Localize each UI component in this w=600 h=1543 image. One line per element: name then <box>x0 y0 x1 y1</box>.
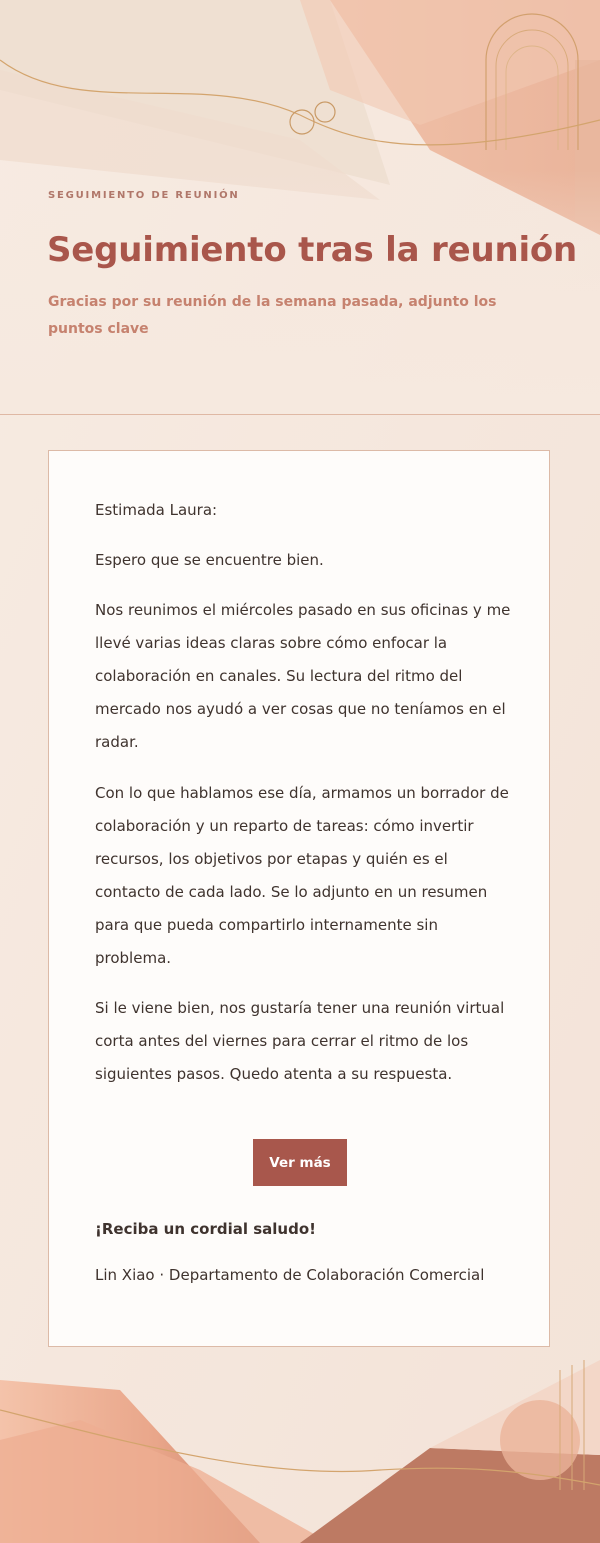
closing-text: ¡Reciba un cordial saludo! <box>95 1220 316 1238</box>
eyebrow-label: SEGUIMIENTO DE REUNIÓN <box>48 190 240 201</box>
email-card <box>48 450 550 1347</box>
header-divider <box>0 414 600 415</box>
header <box>0 0 600 415</box>
signature: Lin Xiao · Departamento de Colaboración Comercial <box>95 1266 485 1284</box>
paragraph-3: Con lo que hablamos ese día, armamos un borrador de colaboración y un reparto de tareas: cómo invertir recursos, los objetivos por etapas y quién es el contacto de cada lado. Se lo adjunto en un resumen para que pueda compartirlo internamente sin problema. <box>95 784 509 967</box>
subtitle: Gracias por su reunión de la semana pasada, adjunto los puntos clave <box>48 294 497 337</box>
paragraph-4: Si le viene bien, nos gustaría tener una reunión virtual corta antes del viernes para cerrar el ritmo de los siguientes pasos. Quedo atenta a su respuesta. <box>95 999 505 1083</box>
paragraph-2: Nos reunimos el miércoles pasado en sus oficinas y me llevé varias ideas claras sobre cómo enfocar la colaboración en canales. Su lectura del ritmo del mercado nos ayudó a ver cosas que no teníamos en el radar. <box>95 601 511 751</box>
paragraph-1: Espero que se encuentre bien. <box>95 551 324 569</box>
greeting: Estimada Laura: <box>95 501 218 519</box>
page-title: Seguimiento tras la reunión <box>47 230 578 270</box>
ver-mas-button[interactable]: Ver más <box>253 1139 347 1186</box>
